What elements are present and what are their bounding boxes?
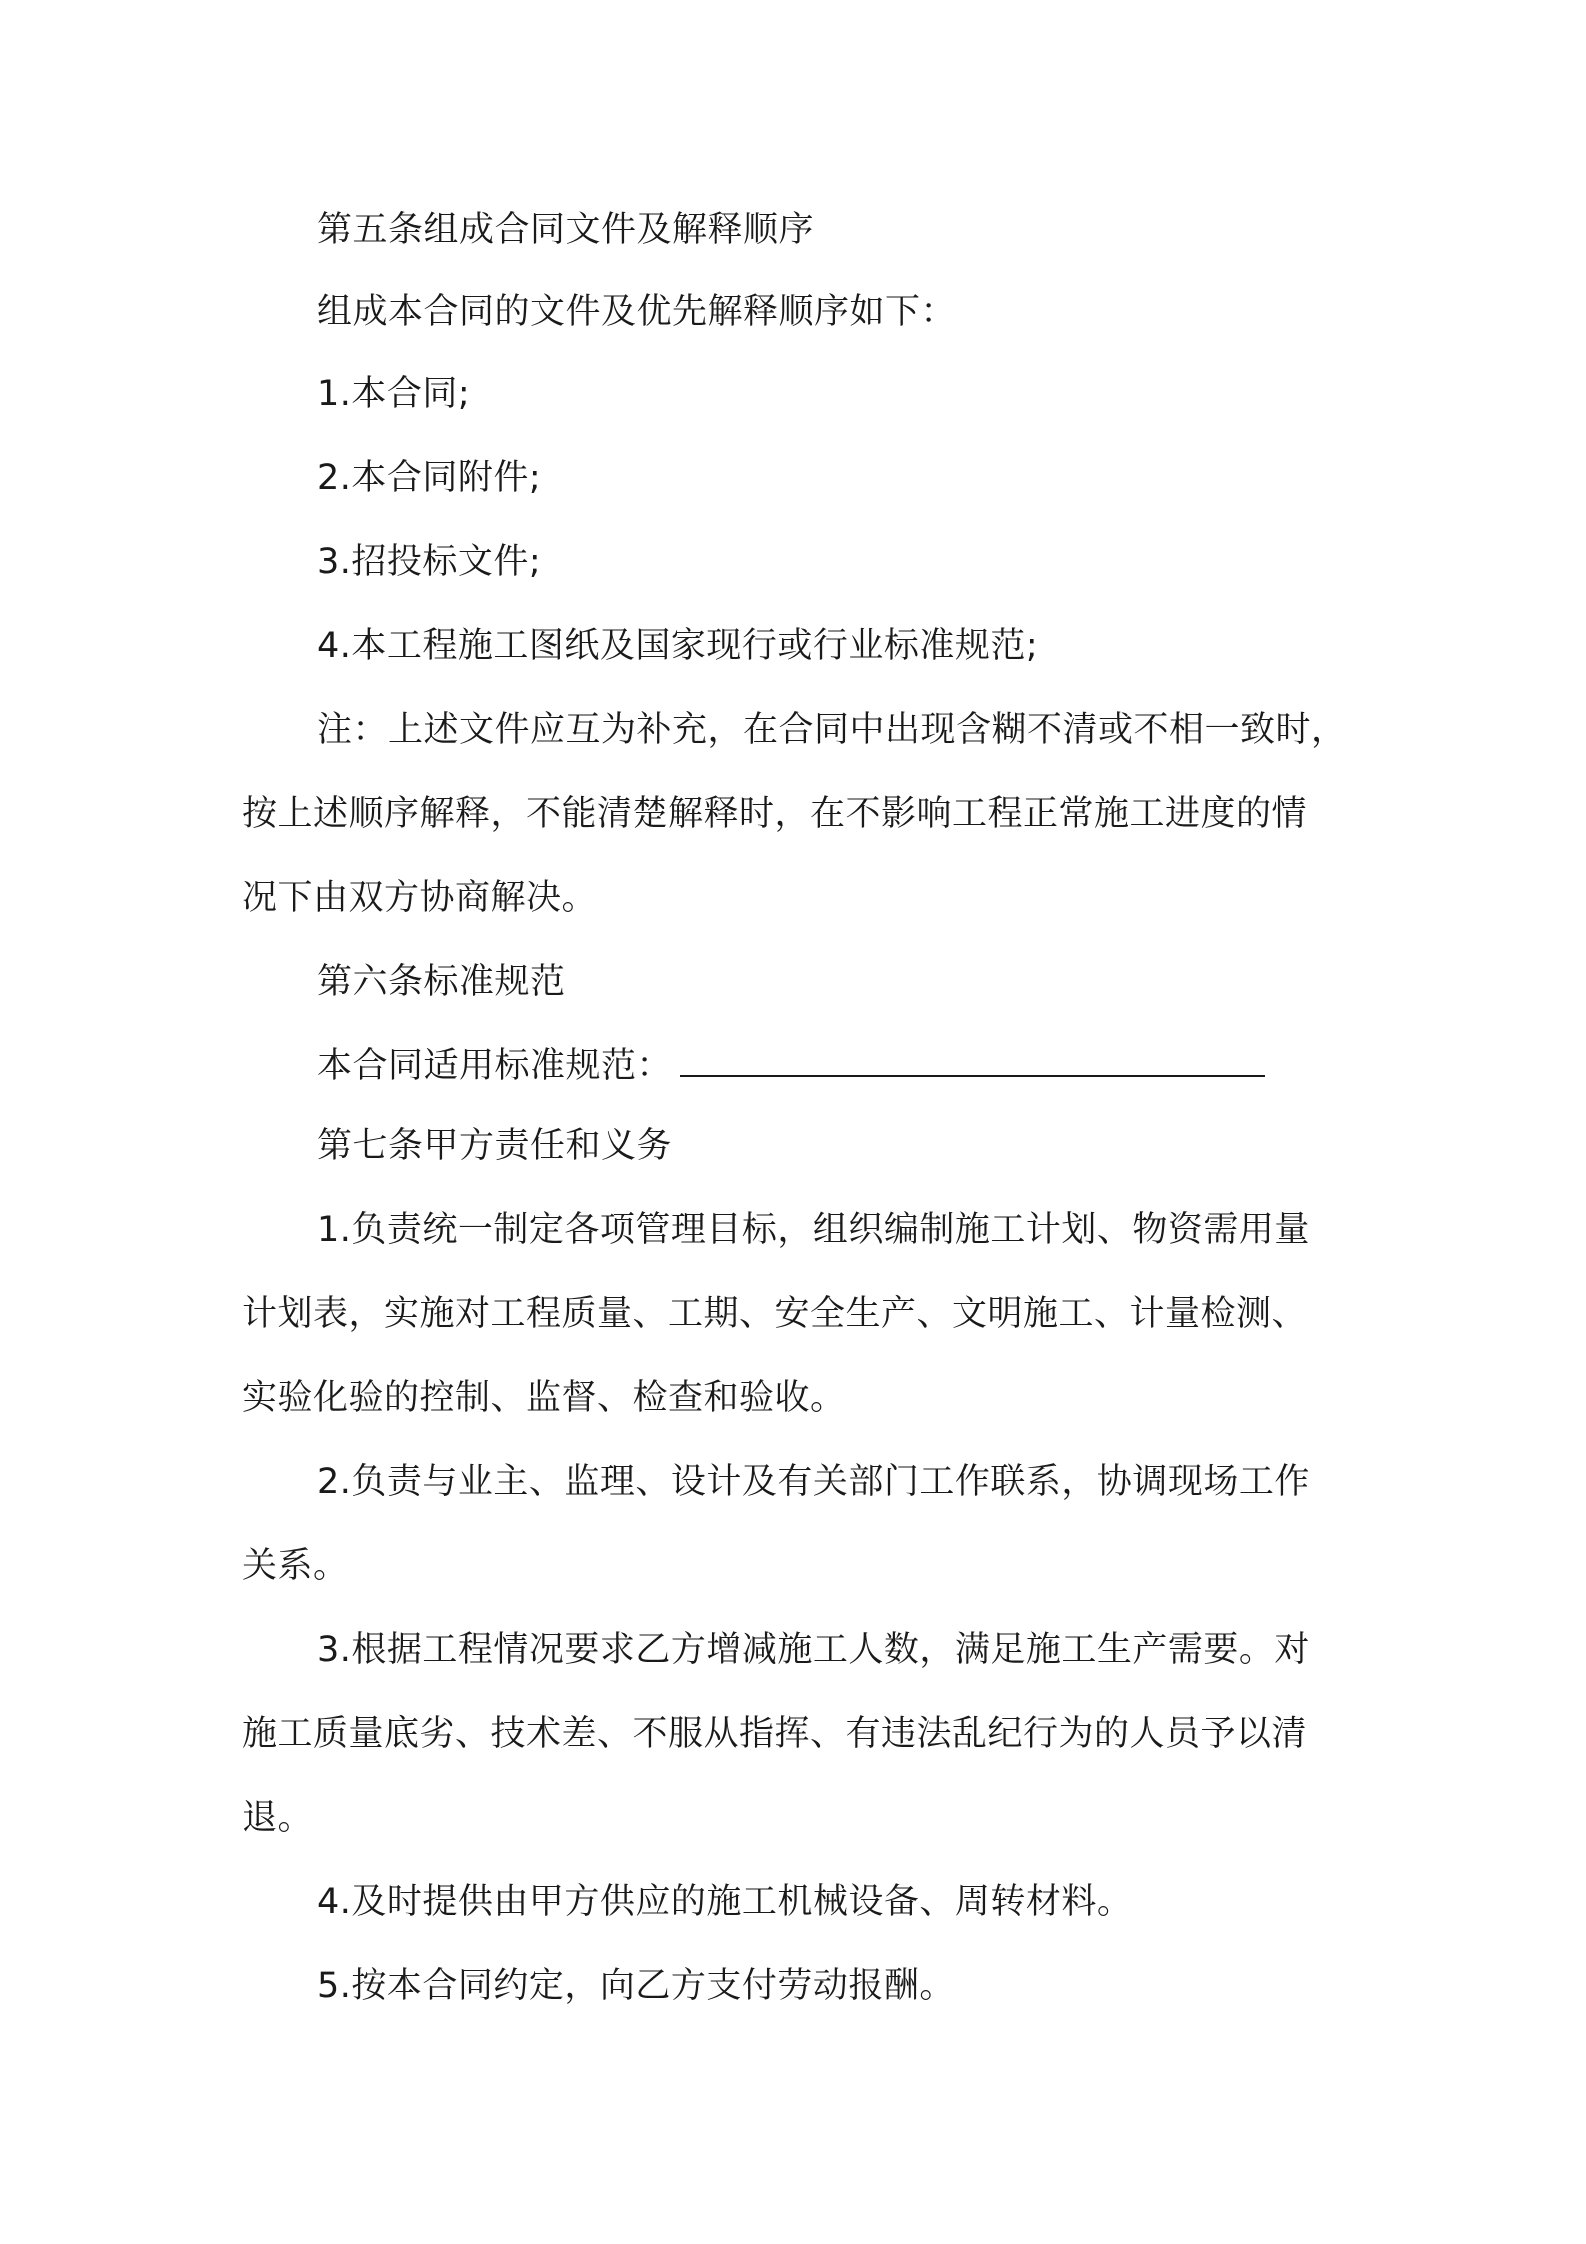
article7-item1-line-3: 实验化验的控制、监督、检查和验收。	[242, 1378, 846, 1418]
article7-item3-line-1: 3.根据工程情况要求乙方增减施工人数，满足施工生产需要。对	[317, 1630, 1310, 1670]
article6-heading: 第六条标准规范	[317, 962, 566, 1002]
article7-item-4: 4.及时提供由甲方供应的施工机械设备、周转材料。	[317, 1882, 1133, 1922]
article7-item3-line-3: 退。	[242, 1798, 314, 1838]
article5-item-2: 2.本合同附件;	[317, 458, 542, 498]
article7-item2-line-2: 关系。	[242, 1546, 349, 1586]
article5-item-3: 3.招投标文件;	[317, 542, 542, 582]
article7-item1-line-2: 计划表，实施对工程质量、工期、安全生产、文明施工、计量检测、	[242, 1294, 1308, 1334]
article6-blank-line	[680, 1045, 1265, 1077]
article5-item-4: 4.本工程施工图纸及国家现行或行业标准规范;	[317, 626, 1039, 666]
article5-item-1: 1.本合同;	[317, 374, 471, 414]
article5-heading: 第五条组成合同文件及解释顺序	[317, 210, 815, 250]
article7-item-5: 5.按本合同约定，向乙方支付劳动报酬。	[317, 1966, 955, 2006]
article6-field-row	[317, 1044, 1362, 1088]
article6-field-label: 本合同适用标准规范：	[317, 1046, 673, 1086]
article7-heading: 第七条甲方责任和义务	[317, 1126, 673, 1166]
article5-note-line-3: 况下由双方协商解决。	[242, 878, 598, 918]
article7-item1-line-1: 1.负责统一制定各项管理目标，组织编制施工计划、物资需用量	[317, 1210, 1310, 1250]
article5-note-line-1: 注：上述文件应互为补充，在合同中出现含糊不清或不相一致时，	[317, 710, 1347, 750]
article5-note-line-2: 按上述顺序解释，不能清楚解释时，在不影响工程正常施工进度的情	[242, 794, 1308, 834]
article7-item3-line-2: 施工质量底劣、技术差、不服从指挥、有违法乱纪行为的人员予以清	[242, 1714, 1308, 1754]
article7-item2-line-1: 2.负责与业主、监理、设计及有关部门工作联系，协调现场工作	[317, 1462, 1310, 1502]
article5-intro: 组成本合同的文件及优先解释顺序如下：	[317, 292, 957, 332]
